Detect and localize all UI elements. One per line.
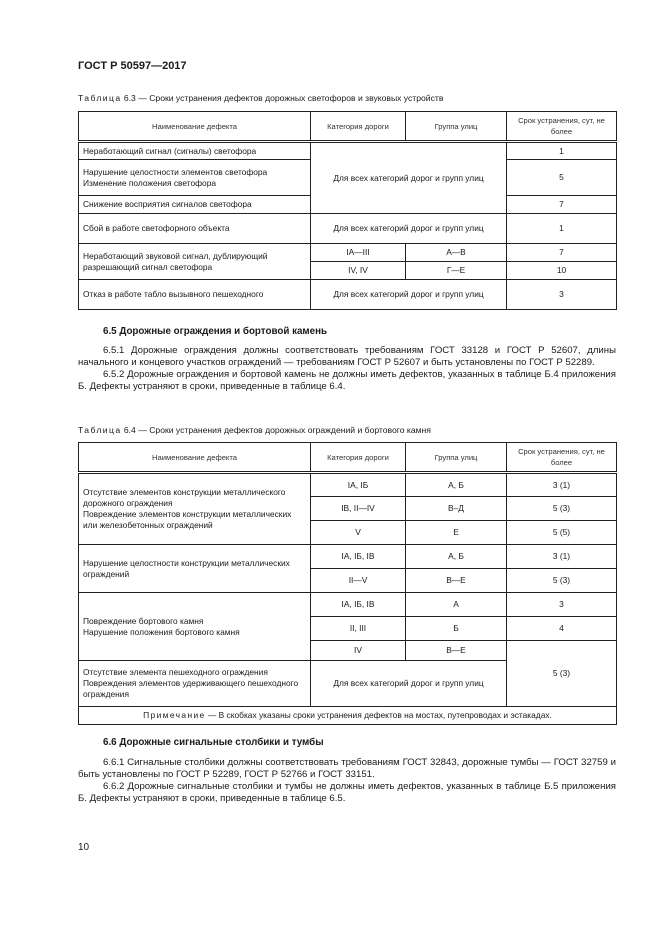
table-cell: 1 — [507, 142, 617, 160]
defect-line: Повреждение элементов конструкции металлических или железобетонных ограждений — [83, 509, 292, 530]
table-cell: 3 (1) — [507, 473, 617, 497]
table-cell: Г—Е — [406, 262, 507, 280]
table-6-3-caption — [78, 93, 443, 103]
table-cell — [79, 593, 311, 661]
table-cell: 5 — [507, 160, 617, 196]
defect-line: Повреждения элементов удерживающего пешеходного ограждения — [83, 678, 299, 699]
table-cell: 1 — [507, 214, 617, 244]
table-cell: Е — [406, 521, 507, 545]
table-cell: Для всех категорий дорог и групп улиц — [311, 142, 507, 214]
col-header-category: Категория дороги — [311, 112, 406, 142]
table-cell: 5 (3) — [507, 641, 617, 707]
col-header-defect: Наименование дефекта — [79, 443, 311, 473]
table-cell: IA—III — [311, 244, 406, 262]
page-number: 10 — [78, 842, 90, 853]
table-cell: IA, IБ — [311, 473, 406, 497]
table-cell: 3 — [507, 593, 617, 617]
table-cell: 7 — [507, 196, 617, 214]
table-cell: V — [311, 521, 406, 545]
defect-line: Отсутствие элементов конструкции металлического дорожного ограждения — [83, 487, 286, 508]
defect-line: Нарушение положения бортового камня — [83, 626, 240, 637]
table-cell: Неработающий звуковой сигнал, дублирующий разрешающий сигнал светофора — [79, 244, 311, 280]
table-cell: Неработающий сигнал (сигналы) светофора — [79, 142, 311, 160]
table-cell: 4 — [507, 617, 617, 641]
table-cell: Б — [406, 617, 507, 641]
table-note — [79, 707, 617, 725]
table-cell: Снижение восприятия сигналов светофора — [79, 196, 311, 214]
paragraph: 6.5.1 Дорожные ограждения должны соответствовать требованиям ГОСТ 33128 и ГОСТ Р 52607, длины начального и концевого участков ограждений — требованиям ГОСТ Р 52607 и быть установлены по ГОСТ Р 52289. — [78, 345, 616, 368]
col-header-category: Категория дороги — [311, 443, 406, 473]
section-6-5-title: 6.5 Дорожные ограждения и бортовой камень — [103, 326, 328, 337]
caption-text: 6.4 — Сроки устранения дефектов дорожных ограждений и бортового камня — [121, 425, 431, 435]
col-header-group: Группа улиц — [406, 443, 507, 473]
document-header: ГОСТ Р 50597—2017 — [78, 60, 187, 72]
paragraph: 6.6.1 Сигнальные столбики должны соответствовать требованиям ГОСТ 32843, дорожные тумбы — ГОСТ 32759 и быть установлены по ГОСТ Р 52289, ГОСТ Р 52766 и ГОСТ 33151. — [78, 757, 616, 780]
defect-line: Нарушение целостности элементов светофора — [83, 166, 268, 177]
col-header-group: Группа улиц — [406, 112, 507, 142]
col-header-term: Срок устранения, сут, не более — [507, 443, 617, 473]
table-cell — [79, 661, 311, 707]
table-cell: IA, IБ, IB — [311, 545, 406, 569]
table-cell: Отказ в работе табло вызывного пешеходного — [79, 280, 311, 310]
table-cell: 7 — [507, 244, 617, 262]
table-cell: В—Е — [406, 641, 507, 661]
defect-line: Изменение положения светофора — [83, 177, 217, 188]
section-6-6-title: 6.6 Дорожные сигнальные столбики и тумбы — [103, 737, 324, 748]
table-cell: 3 — [507, 280, 617, 310]
caption-text: 6.3 — Сроки устранения дефектов дорожных светофоров и звуковых устройств — [121, 93, 444, 103]
table-cell: 5 (3) — [507, 497, 617, 521]
table-cell: Для всех категорий дорог и групп улиц — [311, 661, 507, 707]
caption-label: Таблица — [78, 425, 122, 435]
note-text: — В скобках указаны сроки устранения дефектов на мостах, путепроводах и эстакадах. — [205, 710, 552, 720]
table-cell: Нарушение целостности конструкции металлических ограждений — [79, 545, 311, 593]
caption-label: Таблица — [78, 93, 122, 103]
col-header-defect: Наименование дефекта — [79, 112, 311, 142]
table-cell: IV — [311, 641, 406, 661]
table-cell: IB, II—IV — [311, 497, 406, 521]
table-cell — [79, 473, 311, 545]
col-header-term: Срок устранения, сут, не более — [507, 112, 617, 142]
table-cell: А—В — [406, 244, 507, 262]
table-cell: Для всех категорий дорог и групп улиц — [311, 280, 507, 310]
table-cell: А, Б — [406, 545, 507, 569]
paragraph: 6.5.2 Дорожные ограждения и бортовой камень не должны иметь дефектов, указанных в таблице Б.4 приложения Б. Дефекты устраняют в сроки, приведенные в таблице 6.4. — [78, 369, 616, 392]
table-cell: Сбой в работе светофорного объекта — [79, 214, 311, 244]
table-cell: А, Б — [406, 473, 507, 497]
table-6-3 — [78, 111, 617, 310]
table-cell: А — [406, 593, 507, 617]
table-cell: В–Д — [406, 497, 507, 521]
table-cell: 5 (5) — [507, 521, 617, 545]
table-cell: Для всех категорий дорог и групп улиц — [311, 214, 507, 244]
table-cell: II—V — [311, 569, 406, 593]
defect-line: Отсутствие элемента пешеходного ограждения — [83, 667, 268, 677]
table-cell: 3 (1) — [507, 545, 617, 569]
defect-line: Повреждение бортового камня — [83, 615, 204, 626]
paragraph: 6.6.2 Дорожные сигнальные столбики и тумбы не должны иметь дефектов, указанных в таблице Б.5 приложения Б. Дефекты устраняют в сроки, приведенные в таблице 6.5. — [78, 781, 616, 804]
table-6-4 — [78, 442, 617, 725]
table-cell: IA, IБ, IB — [311, 593, 406, 617]
table-cell: IV, IV — [311, 262, 406, 280]
table-cell — [79, 160, 311, 196]
table-cell: В—Е — [406, 569, 507, 593]
section-6-5-body — [78, 345, 616, 393]
table-cell: II, III — [311, 617, 406, 641]
section-6-6-body — [78, 757, 616, 805]
note-label: Примечание — [143, 710, 206, 720]
table-cell: 10 — [507, 262, 617, 280]
table-6-4-caption — [78, 425, 431, 435]
table-cell: 5 (3) — [507, 569, 617, 593]
